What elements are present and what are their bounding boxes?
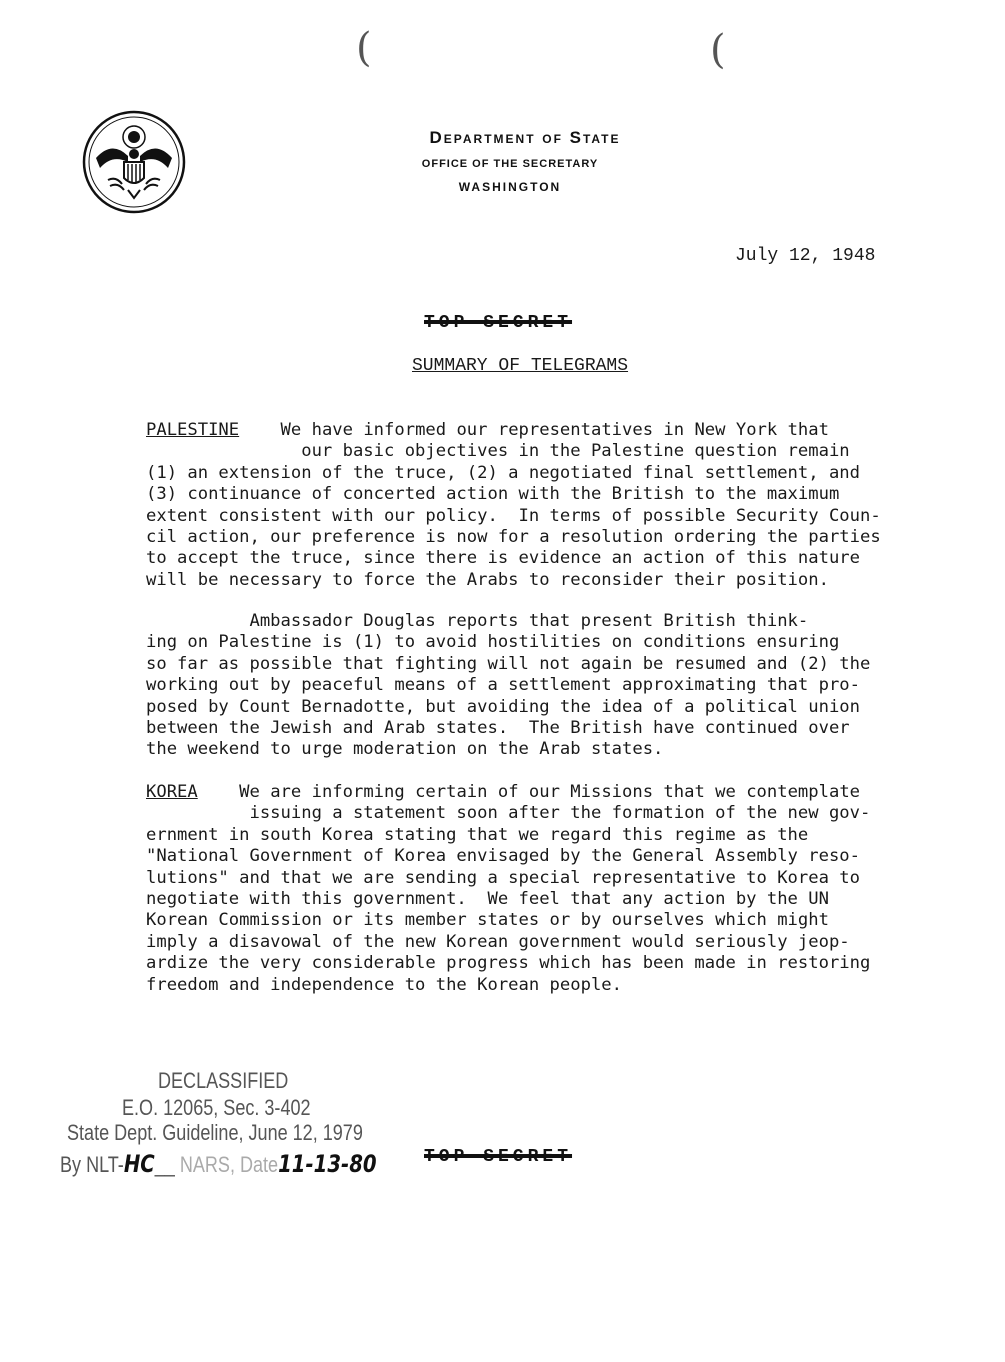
office-name: OFFICE OF THE SECRETARY [421,158,599,170]
korea-paragraph-text: We are informing certain of our Missions that we contemplate issuing a statement soon after the formation of the new gov- ernment in south Korea stating that we regard this regime as the "National Government of Korea envisaged by the General Assembly reso- lutions" and that we are sending a special representative to Korea to negotiate with this government. We feel that any action by the UN Korean Commission or its member states or by ourselves which might imply a disavowal of the new Korean government would seriously jeop- ardize the very considerable progress which has been made in restoring freedom and independence to the Korean people. [146,782,871,995]
palestine-paragraph-2: Ambassador Douglas reports that present British think- ing on Palestine is (1) to avoid hostilities on conditions ensuring so far as possible that fighting will not again be resumed and (2) the working out by peaceful means of a settlement approximating that pro- posed by Count Bernadotte, but avoiding the idea of a political union between the Jewish and Arab states. The British have continued over the weekend to urge moderation on the Arab states. [146,611,871,760]
city-name: WASHINGTON [458,180,562,194]
guideline-line: State Dept. Guideline, June 12, 1979 [67,1120,363,1145]
document-date: July 12, 1948 [735,246,876,266]
korea-paragraph [146,782,906,996]
classification-mark-top: TOP SECRET [424,313,573,333]
executive-order-line: E.O. 12065, Sec. 3-402 [122,1095,311,1120]
margin-mark-right: ( [710,27,726,73]
by-label: By NLT- [60,1152,124,1177]
underline-blank: __ [154,1152,175,1177]
declassified-stamp: DECLASSIFIED [158,1068,289,1093]
palestine-paragraph-1-text: We have informed our representatives in New York that our basic objectives in the Palestine question remain (1) an extension of the truce, (2) a negotiated final settlement, and (3) continuance of concerted action with the British to the maximum extent consistent with our policy. In terms of possible Security Coun- cil action, our preference is now for a resolution ordering the parties to accept the truce, since there is evidence an action of this nature will be necessary to force the Arabs to reconsider their position. [146,420,881,590]
department-name: Department of State [429,128,621,147]
palestine-heading: PALESTINE [146,420,240,440]
nars-date-label: NARS, Date [179,1152,279,1177]
great-seal-icon [82,110,186,214]
palestine-paragraph-1 [146,420,906,591]
handwritten-date: 11-13-80 [278,1150,377,1178]
margin-mark-left: ( [356,25,372,71]
classification-mark-bottom: TOP SECRET [424,1147,573,1167]
handwritten-initials: HC [123,1150,155,1178]
authorization-line [60,1150,377,1178]
document-title: SUMMARY OF TELEGRAMS [412,356,629,376]
korea-heading: KOREA [146,782,198,802]
